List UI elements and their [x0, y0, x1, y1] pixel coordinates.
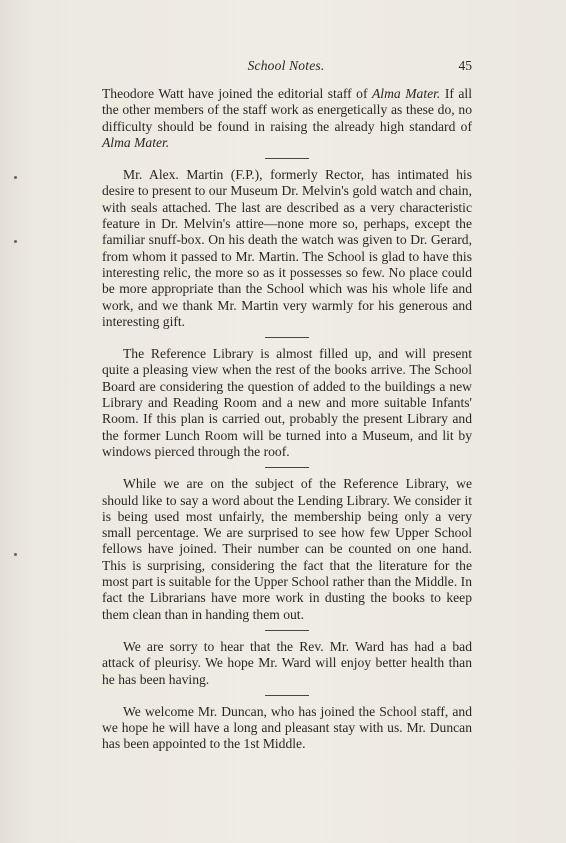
text-run: If all the other members of the staff work as energetically as these do, no difficulty should be found in raising the already high standard of [102, 86, 472, 134]
section-divider [265, 695, 309, 696]
section-divider [265, 467, 309, 468]
body-text [102, 86, 472, 753]
section-divider [265, 158, 309, 159]
paragraph-rev-ward [102, 639, 472, 688]
text-run: We are sorry to hear that the Rev. Mr. Ward has had a bad attack of pleurisy. We hope Mr. Ward will enjoy better health than he has been having. [102, 638, 472, 687]
text-run: We welcome Mr. Duncan, who has joined the School staff, and we hope he will have a long and pleasant stay with us. Mr. Duncan has been appointed to the 1st Middle. [102, 703, 472, 752]
text-run: The Reference Library is almost filled up, and will present quite a pleasing view when the rest of the books arrive. The School Board are considering the question of added to the buildings a new Library and Reading Room and a new and more suitable Infants' Room. If this plan is carried out, probably the present Library and the former Lunch Room will be turned into a Museum, and lit by windows pierced through the roof. [102, 346, 472, 459]
text-run: Mr. Alex. Martin (F.P.), formerly Rector, has intimated his desire to present to our Museum Dr. Melvin's gold watch and chain, with seals attached. The last are described as a very characteristic feature in Dr. Melvin's attire—none more so, perhaps, except the familiar snuff-box. On his death the watch was given to Dr. Gerard, from whom it passed to Mr. Martin. The School is glad to have this interesting relic, the more so as it possesses so few. No place could be more appropriate than the School which was his whole life and work, and we thank Mr. Martin very warmly for his generous and interesting gift. [102, 167, 472, 329]
paragraph-mr-duncan [102, 704, 472, 753]
paragraph-editorial-staff [102, 86, 472, 151]
italic-title: Alma Mater. [102, 134, 170, 150]
italic-title: Alma Mater. [372, 86, 441, 101]
text-run: While we are on the subject of the Reference Library, we should like to say a word about the Lending Library. We consider it is being used most unfairly, the membership being only a very small percentage. We are surprised to see how few Upper School fellows have joined. Their number can be counted on one hand. This is surprising, considering the fact that the literature for the most part is suitable for the Upper School rather than the Middle. In fact the Librarians have more work in dusting the books to keep them clean than in handing them out. [102, 476, 472, 622]
paragraph-museum-gift [102, 167, 472, 330]
page-number: 45 [458, 58, 472, 73]
section-divider [265, 337, 309, 338]
margin-spot [14, 553, 17, 556]
paragraph-reference-library [102, 346, 472, 460]
text-run: Theodore Watt have joined the editorial staff of [102, 86, 372, 101]
running-title: School Notes. [247, 58, 325, 73]
margin-spot [14, 240, 17, 243]
paragraph-lending-library [102, 476, 472, 623]
margin-spot [14, 176, 17, 179]
section-divider [265, 630, 309, 631]
page-header [100, 58, 472, 76]
